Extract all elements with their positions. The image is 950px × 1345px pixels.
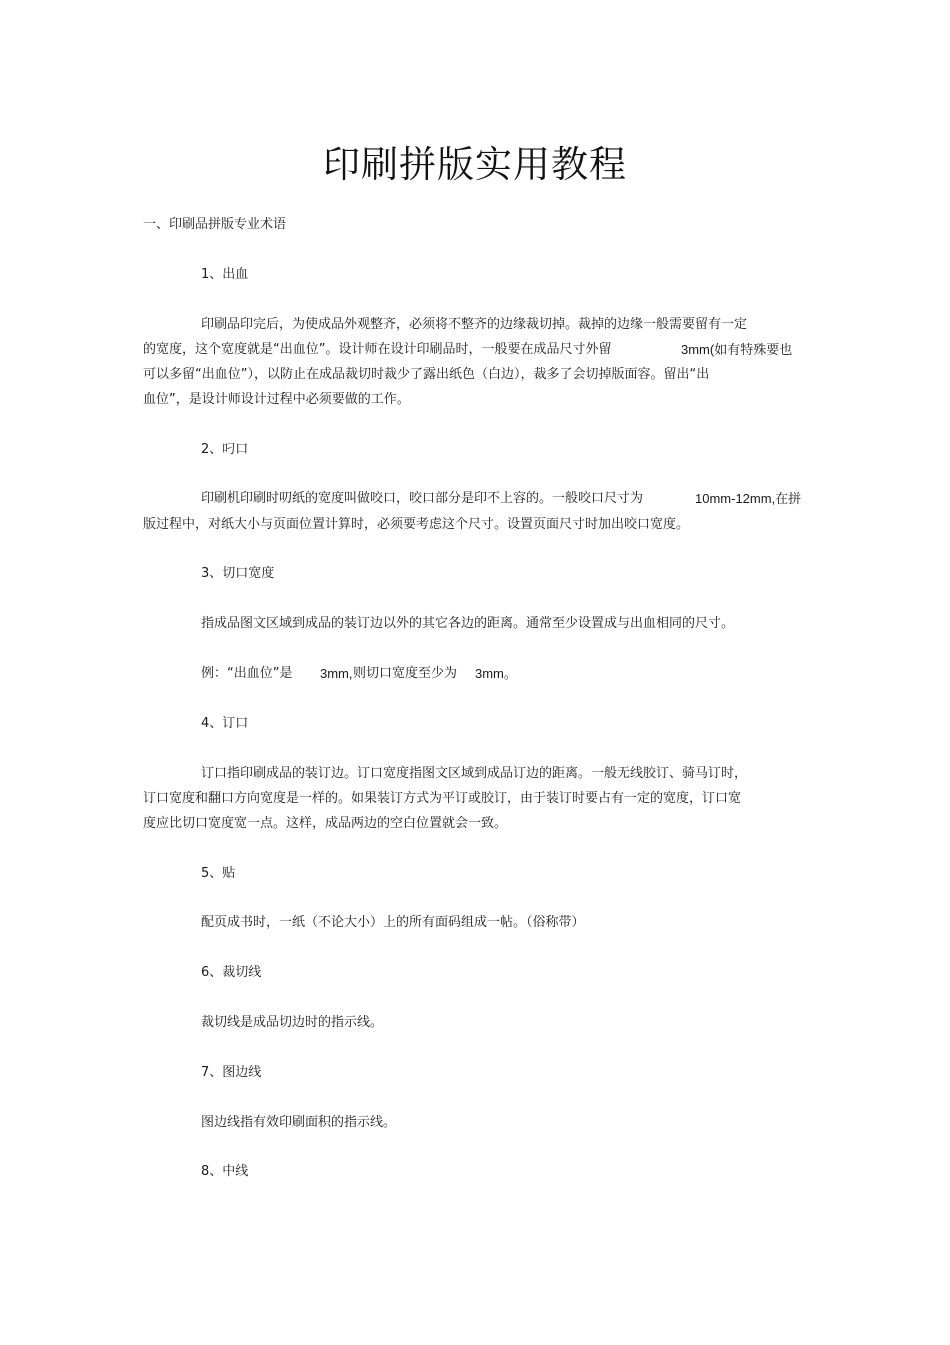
example-middle: 则切口宽度至少为	[353, 666, 458, 681]
item-heading-2: 2、叼口	[201, 442, 249, 457]
paragraph-line: 版过程中，对纸大小与页面位置计算时，必须要考虑这个尺寸。设置页面尺寸时加出咬口宽度。	[143, 517, 690, 532]
page-title: 印刷拼版实用教程	[323, 143, 627, 186]
paragraph-line: 指成品图文区域到成品的装订边以外的其它各边的距离。通常至少设置成与出血相同的尺寸。	[201, 616, 735, 631]
paragraph-line: 印刷机印刷时叨纸的宽度叫做咬口，咬口部分是印不上容的。一般咬口尺寸为	[201, 491, 644, 506]
example-prefix: 例：“出血位”是	[201, 666, 293, 681]
paragraph-line: 配页成书时，一纸（不论大小）上的所有面码组成一帖。（俗称带）	[201, 915, 585, 930]
item-heading-3: 3、切口宽度	[201, 566, 275, 581]
item-heading-4: 4、订口	[201, 716, 249, 731]
item-heading-5: 5、贴	[201, 866, 236, 881]
example-value: 3mm,	[320, 666, 353, 681]
item-heading-6: 6、裁切线	[201, 965, 262, 980]
section-heading: 一、印刷品拼版专业术语	[143, 217, 287, 232]
paragraph-line: 订口宽度和翻口方向宽度是一样的。如果装订方式为平订或胶订，由于装订时要占有一定的宽度，订口宽	[143, 791, 742, 806]
paragraph-line: 血位”，是设计师设计过程中必须要做的工作。	[143, 392, 410, 407]
item-heading-1: 1、出血	[201, 267, 249, 282]
paragraph-line: 裁切线是成品切边时的指示线。	[201, 1015, 384, 1030]
paragraph-line: 印刷品印完后，为使成品外观整齐，必须将不整齐的边缘裁切掉。裁掉的边缘一般需要留有一定	[201, 317, 748, 332]
item-heading-8: 8、中线	[201, 1164, 249, 1179]
paragraph-value: 10mm-12mm,在拼	[695, 491, 802, 506]
paragraph-line: 订口指印刷成品的装订边。订口宽度指图文区域到成品订边的距离。一般无线胶订、骑马订时，	[201, 766, 748, 781]
paragraph-line: 可以多留“出血位”），以防止在成品裁切时裁少了露出纸色（白边），裁多了会切掉版面容。留出“出	[143, 367, 710, 382]
example-value: 3mm。	[475, 666, 517, 681]
paragraph-value: 3mm(如有特殊要也	[681, 342, 793, 357]
paragraph-line: 的宽度，这个宽度就是“出血位”。设计师在设计印刷品时，一般要在成品尺寸外留	[143, 342, 612, 357]
paragraph-line: 图边线指有效印刷面积的指示线。	[201, 1115, 397, 1130]
item-heading-7: 7、图边线	[201, 1065, 262, 1080]
paragraph-line: 度应比切口宽度宽一点。这样，成品两边的空白位置就会一致。	[143, 816, 508, 831]
